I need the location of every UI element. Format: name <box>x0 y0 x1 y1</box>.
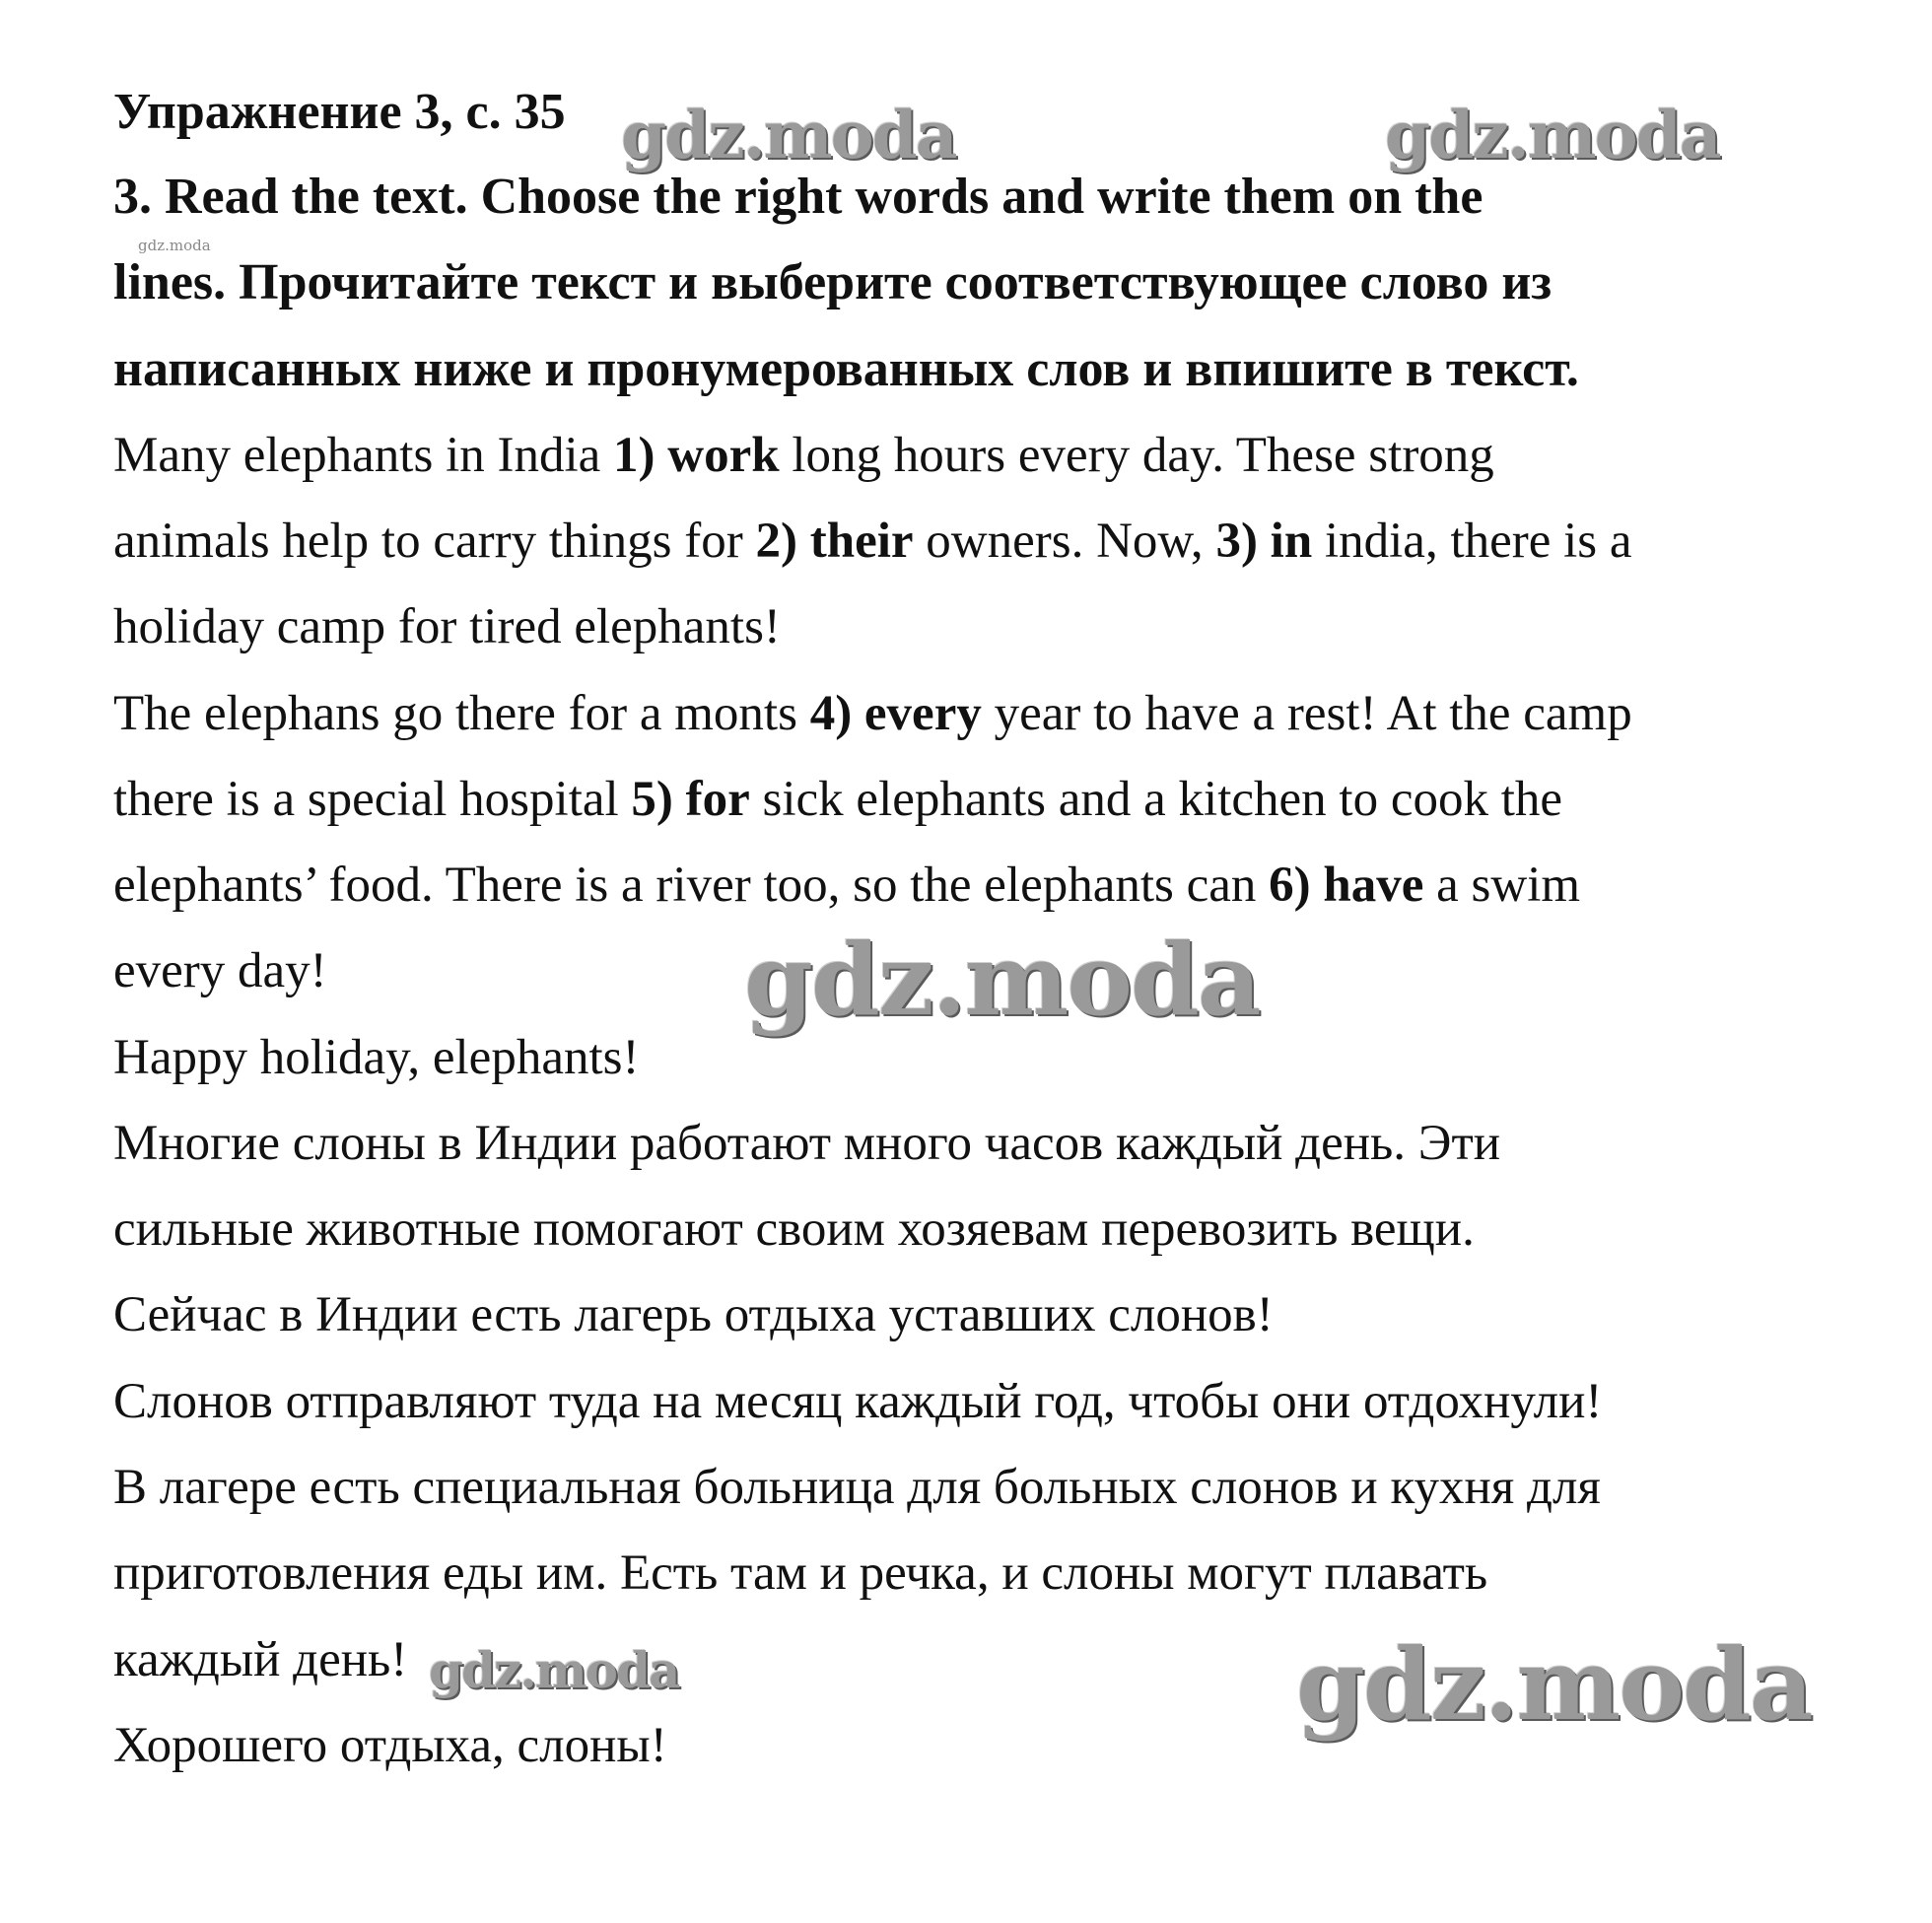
russian-line-1: Многие слоны в Индии работают много часов каждый день. Эти <box>113 1116 1501 1171</box>
english-line-6 <box>113 856 1580 915</box>
watermark-logo: gdz.moda <box>744 922 1260 1038</box>
russian-line-6: приготовления еды им. Есть там и речка, и слоны могут плавать <box>113 1545 1488 1601</box>
text-span: year to have a rest! At the camp <box>981 686 1632 741</box>
watermark-logo: gdz.moda <box>621 97 956 173</box>
english-line-2 <box>113 512 1632 571</box>
watermark-logo: gdz.moda <box>429 1641 679 1699</box>
english-line-4 <box>113 684 1632 743</box>
english-line-5 <box>113 770 1562 829</box>
english-line-3: holiday camp for tired elephants! <box>113 599 781 654</box>
watermark-logo: gdz.moda <box>1385 97 1720 173</box>
answer-1: 1) work <box>613 428 780 483</box>
answer-5: 5) for <box>631 772 750 827</box>
answer-3: 3) in <box>1215 514 1313 569</box>
text-span: The elephans go there for a monts <box>113 686 810 741</box>
english-line-7: every day! <box>113 943 327 998</box>
russian-line-7: каждый день! <box>113 1632 408 1687</box>
text-span: a swim <box>1423 858 1581 913</box>
russian-line-3: Сейчас в Индии есть лагерь отдыха уставших слонов! <box>113 1287 1274 1342</box>
answer-2: 2) their <box>755 514 914 569</box>
text-span: india, there is a <box>1312 514 1632 569</box>
russian-line-5: В лагере есть специальная больница для больных слонов и кухня для <box>113 1460 1601 1515</box>
text-span: owners. Now, <box>913 514 1216 569</box>
watermark-logo-small: gdz.moda <box>138 237 211 254</box>
exercise-title: Упражнение 3, с. 35 <box>113 84 566 140</box>
english-line-1 <box>113 426 1494 485</box>
russian-line-8: Хорошего отдыха, слоны! <box>113 1718 667 1773</box>
text-span: sick elephants and a kitchen to cook the <box>749 772 1563 827</box>
task-instruction-line-1: 3. Read the text. Choose the right words and write them on the <box>113 169 1484 225</box>
task-instruction-line-3: написанных ниже и пронумерованных слов и впишите в текст. <box>113 341 1579 397</box>
text-span: long hours every day. These strong <box>779 428 1494 483</box>
text-span: elephants’ food. There is a river too, so the elephants can <box>113 858 1270 913</box>
answer-6: 6) have <box>1269 858 1424 913</box>
watermark-logo: gdz.moda <box>1296 1626 1812 1743</box>
english-line-8: Happy holiday, elephants! <box>113 1030 640 1085</box>
russian-line-2: сильные животные помогают своим хозяевам перевозить вещи. <box>113 1202 1475 1257</box>
text-span: animals help to carry things for <box>113 514 756 569</box>
answer-4: 4) every <box>809 686 982 741</box>
text-span: Many elephants in India <box>113 428 614 483</box>
russian-line-4: Слонов отправляют туда на месяц каждый год, чтобы они отдохнули! <box>113 1374 1603 1429</box>
task-instruction-line-2: lines. Прочитайте текст и выберите соответствующее слово из <box>113 254 1552 310</box>
text-span: there is a special hospital <box>113 772 632 827</box>
